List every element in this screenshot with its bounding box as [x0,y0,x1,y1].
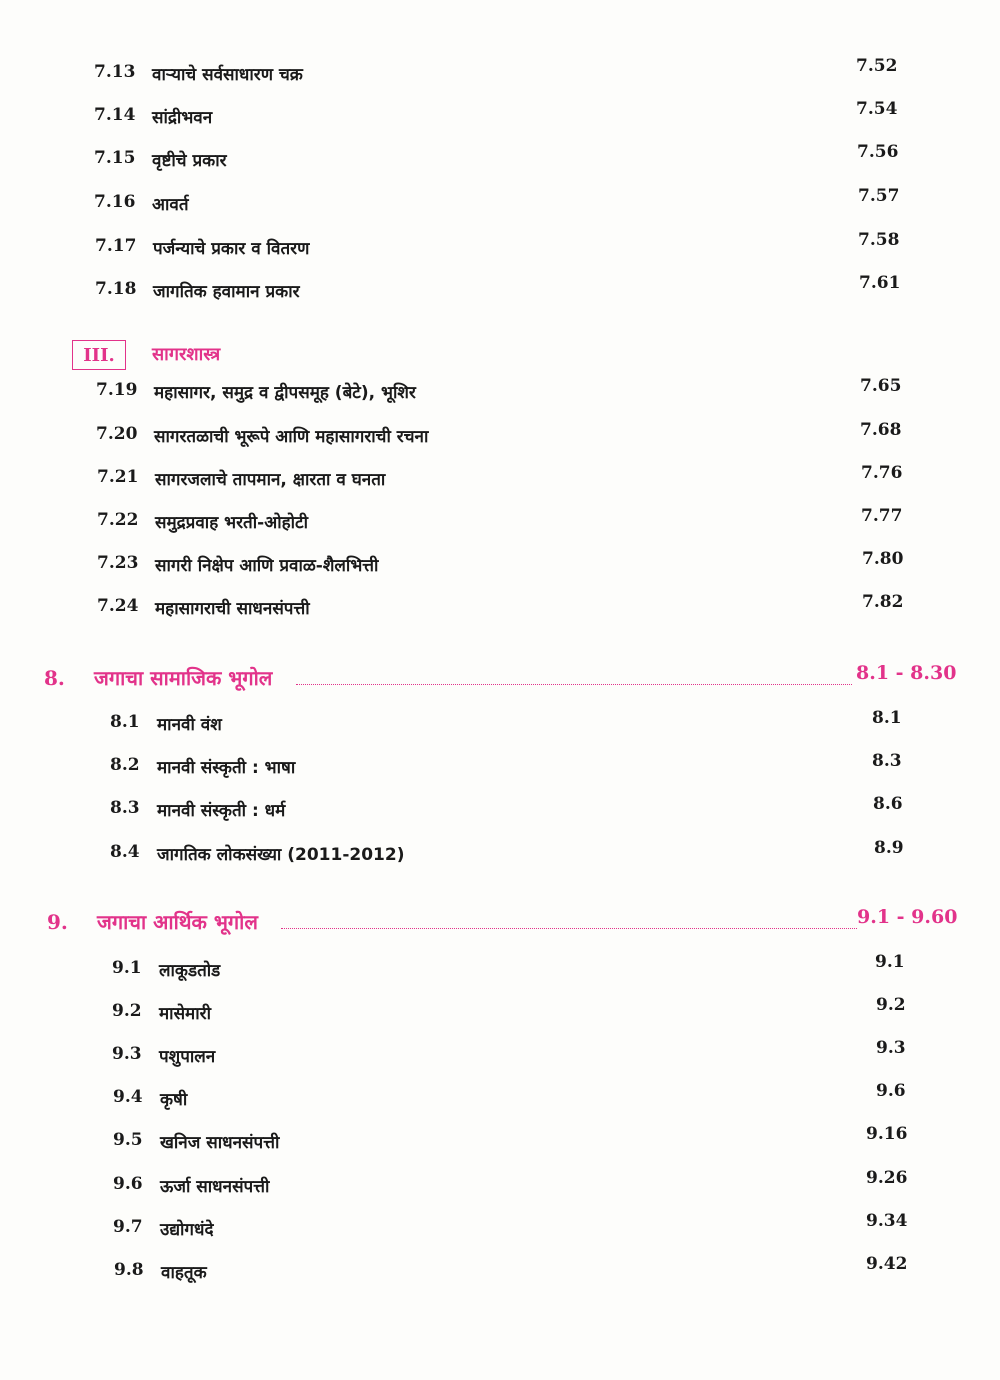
entry-page: 7.56 [857,142,899,162]
entry-page: 9.16 [866,1124,908,1144]
toc-entry [110,708,910,742]
entry-page: 7.77 [861,506,903,526]
toc-entry [113,1124,913,1160]
entry-title: महासागराची साधनसंपत्ती [155,599,310,619]
entry-number: 7.18 [95,279,137,299]
entry-title: सांद्रीभवन [152,108,213,128]
toc-entry [110,751,910,785]
entry-title: मानवी वंश [157,715,222,735]
toc-entry [94,99,898,135]
toc-entry [113,1081,913,1117]
entry-title: ऊर्जा साधनसंपत्ती [160,1177,270,1197]
entry-page: 9.2 [876,995,906,1015]
entry-title: वाहतूक [161,1263,207,1283]
entry-title: कृषी [160,1090,188,1110]
toc-entry [96,420,902,454]
entry-title: जागतिक लोकसंख्या (2011-2012) [157,845,405,865]
entry-number: 7.19 [96,380,138,400]
toc-entry [110,838,910,872]
chapter-title: जगाचा सामाजिक भूगोल [94,666,273,690]
entry-number: 7.13 [94,62,136,82]
toc-entry [112,952,912,988]
entry-page: 7.68 [860,420,902,440]
toc-entry [95,273,901,309]
entry-page: 9.3 [876,1038,906,1058]
entry-title: वाऱ्याचे सर्वसाधारण चक्र [152,65,303,85]
entry-page: 9.6 [876,1081,906,1101]
entry-title: मासेमारी [159,1004,211,1024]
entry-title: उद्योगधंदे [160,1220,214,1240]
entry-number: 9.5 [113,1130,143,1150]
entry-number: 9.7 [113,1217,143,1237]
entry-title: लाकूडतोड [159,961,221,981]
entry-number: 7.17 [95,236,137,256]
entry-number: 9.4 [113,1087,143,1107]
toc-entry [96,376,902,410]
entry-page: 7.76 [861,463,903,483]
toc-entry [94,142,899,178]
entry-title: मानवी संस्कृती : धर्म [157,801,286,821]
entry-number: 9.8 [114,1260,144,1280]
entry-title: मानवी संस्कृती : भाषा [157,758,296,778]
entry-page: 7.52 [856,56,898,76]
entry-page: 7.65 [860,376,902,396]
chapter-number: 8. [44,666,65,690]
entry-number: 9.6 [113,1174,143,1194]
chapter-page-range: 8.1 - 8.30 [856,662,957,684]
chapter-number: 9. [47,910,68,934]
entry-page: 7.57 [858,186,900,206]
entry-number: 9.2 [112,1001,142,1021]
entry-number: 7.24 [97,596,139,616]
toc-entry [112,995,912,1031]
part-title: सागरशास्त्र [152,344,221,365]
entry-number: 7.16 [94,192,136,212]
entry-title: खनिज साधनसंपत्ती [160,1133,280,1153]
part-numeral-box: III. [72,340,126,370]
toc-entry [113,1211,913,1247]
chapter-title: जगाचा आर्थिक भूगोल [97,910,258,934]
entry-number: 9.1 [112,958,142,978]
toc-entry [97,463,903,497]
chapter-heading [47,908,957,942]
entry-number: 8.1 [110,712,140,732]
chapter-page-range: 9.1 - 9.60 [857,906,958,928]
entry-page: 8.9 [874,838,904,858]
entry-title: समुद्रप्रवाह भरती-ओहोटी [155,513,309,533]
entry-page: 9.1 [875,952,905,972]
toc-entry [113,1168,913,1204]
entry-number: 7.20 [96,424,138,444]
chapter-heading [44,662,957,698]
entry-title: सागरी निक्षेप आणि प्रवाळ-शैलभित्ती [155,556,379,576]
entry-title: पशुपालन [159,1047,216,1067]
entry-page: 7.54 [856,99,898,119]
toc-entry [95,230,900,266]
entry-number: 9.3 [112,1044,142,1064]
entry-number: 7.22 [97,510,139,530]
entry-title: वृष्टीचे प्रकार [152,151,227,171]
toc-entry [94,56,898,92]
entry-title: महासागर, समुद्र व द्वीपसमूह (बेटे), भूशिर [154,383,416,403]
entry-page: 8.6 [873,794,903,814]
entry-page: 9.42 [866,1254,908,1274]
entry-page: 9.26 [866,1168,908,1188]
entry-title: जागतिक हवामान प्रकार [153,282,300,302]
entry-title: आवर्त [152,195,189,215]
toc-entry [110,794,910,828]
entry-page: 7.80 [862,549,904,569]
toc-entry [114,1254,914,1290]
leader-dots [296,684,852,685]
entry-page: 7.58 [858,230,900,250]
entry-number: 8.3 [110,798,140,818]
entry-title: सागरजलाचे तापमान, क्षारता व घनता [155,470,386,490]
entry-page: 7.82 [862,592,904,612]
entry-page: 7.61 [859,273,901,293]
entry-page: 8.1 [872,708,902,728]
entry-page: 9.34 [866,1211,908,1231]
entry-number: 8.4 [110,842,140,862]
toc-entry [94,186,900,222]
toc-entry [97,549,904,583]
entry-number: 7.14 [94,105,136,125]
entry-number: 7.23 [97,553,139,573]
toc-entry [112,1038,912,1074]
entry-page: 8.3 [872,751,902,771]
entry-title: सागरतळाची भूरूपे आणि महासागराची रचना [154,427,429,447]
toc-entry [97,506,903,540]
entry-number: 8.2 [110,755,140,775]
toc-entry [97,592,904,626]
entry-number: 7.15 [94,148,136,168]
leader-dots [281,928,857,929]
entry-title: पर्जन्याचे प्रकार व वितरण [153,239,310,259]
entry-number: 7.21 [97,467,139,487]
